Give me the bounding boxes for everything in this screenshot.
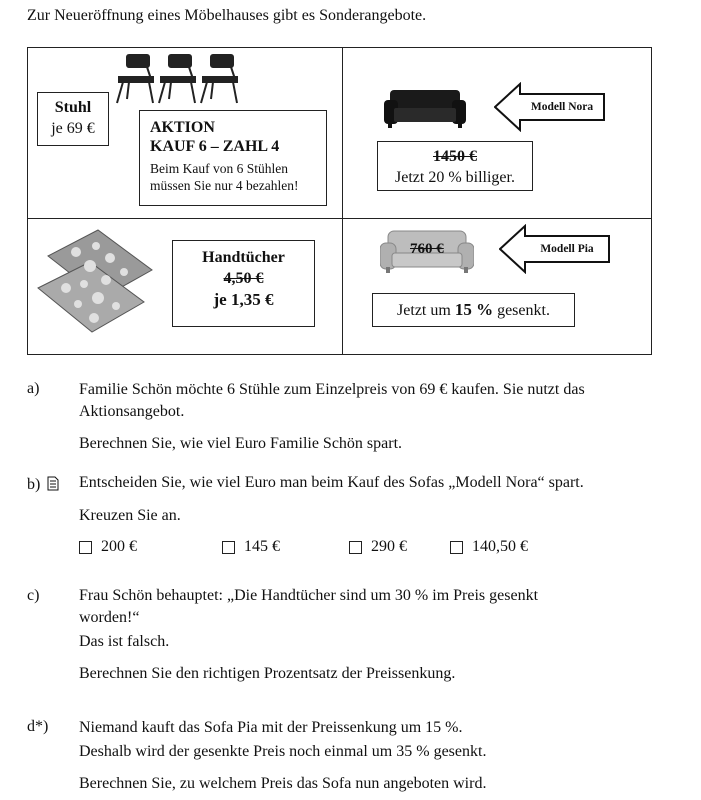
question-d-task: Berechnen Sie, zu welchem Preis das Sofa nun angeboten wird. (79, 775, 487, 792)
towels-price-box (172, 240, 315, 327)
chair-price: je 69 € (51, 120, 95, 137)
question-a-line1: Familie Schön möchte 6 Stühle zum Einzelpreis von 69 € kaufen. Sie nutzt das (79, 381, 585, 398)
action-desc-2: müssen Sie nur 4 bezahlen! (150, 178, 299, 193)
option-2-label: 145 € (244, 538, 280, 555)
question-c-task: Berechnen Sie den richtigen Prozentsatz der Preissenkung. (79, 665, 456, 682)
checkbox-2[interactable] (222, 541, 235, 554)
action-title: AKTION (150, 119, 215, 136)
question-b-label: b) (27, 476, 41, 493)
checkbox-1[interactable] (79, 541, 92, 554)
option-3-label: 290 € (371, 538, 407, 555)
pia-price-box (372, 293, 575, 327)
checkbox-4[interactable] (450, 541, 463, 554)
question-a-label: a) (27, 380, 40, 397)
question-d-label: d*) (27, 718, 49, 735)
offer-grid (27, 47, 652, 355)
pia-text-pct: 15 % (454, 300, 494, 319)
towels-title: Handtücher (202, 249, 285, 266)
towels-icon (34, 228, 158, 338)
chairs-icon (113, 53, 263, 105)
question-c-label: c) (27, 587, 40, 604)
chair-price-tag (37, 92, 109, 146)
towels-new-price: je 1,35 € (213, 290, 274, 309)
option-4-label: 140,50 € (472, 538, 528, 555)
question-a-task: Berechnen Sie, wie viel Euro Familie Schön spart. (79, 435, 403, 452)
pia-old-price: 760 € (410, 241, 444, 257)
question-c-line2: worden!“ (79, 609, 140, 626)
pia-text-pre: Jetzt um (397, 302, 451, 319)
intro-text: Zur Neueröffnung eines Möbelhauses gibt es Sonderangebote. (27, 7, 427, 24)
option-4[interactable] (450, 538, 528, 556)
towels-old-price: 4,50 € (223, 270, 264, 287)
question-d-line1: Niemand kauft das Sofa Pia mit der Preissenkung um 15 %. (79, 719, 463, 736)
nora-price-box (377, 141, 533, 191)
question-b-task: Kreuzen Sie an. (79, 507, 181, 524)
action-subtitle: KAUF 6 – ZAHL 4 (150, 138, 280, 155)
document-icon (47, 476, 59, 491)
sofa-nora-icon (384, 86, 466, 130)
arrow-nora-label: Modell Nora (530, 101, 594, 113)
option-3[interactable] (349, 538, 407, 556)
pia-text-post: gesenkt. (497, 302, 550, 319)
nora-new-price-text: Jetzt 20 % billiger. (395, 169, 515, 186)
chair-title: Stuhl (54, 99, 92, 116)
chair-action-box (139, 110, 327, 206)
question-d-line2: Deshalb wird der gesenkte Preis noch einmal um 35 % gesenkt. (79, 743, 487, 760)
option-1[interactable] (79, 538, 137, 556)
question-a-line2: Aktionsangebot. (79, 403, 185, 420)
grid-divider-vertical (342, 48, 343, 354)
checkbox-3[interactable] (349, 541, 362, 554)
nora-old-price: 1450 € (433, 148, 477, 165)
question-c-line3: Das ist falsch. (79, 633, 170, 650)
arrow-pia-label: Modell Pia (540, 243, 594, 255)
question-b-line1: Entscheiden Sie, wie viel Euro man beim Kauf des Sofas „Modell Nora“ spart. (79, 474, 584, 491)
question-c-line1: Frau Schön behauptet: „Die Handtücher sind um 30 % im Preis gesenkt (79, 587, 539, 604)
action-desc-1: Beim Kauf von 6 Stühlen (150, 161, 288, 176)
grid-divider-horizontal (28, 218, 651, 219)
option-2[interactable] (222, 538, 280, 556)
option-1-label: 200 € (101, 538, 137, 555)
